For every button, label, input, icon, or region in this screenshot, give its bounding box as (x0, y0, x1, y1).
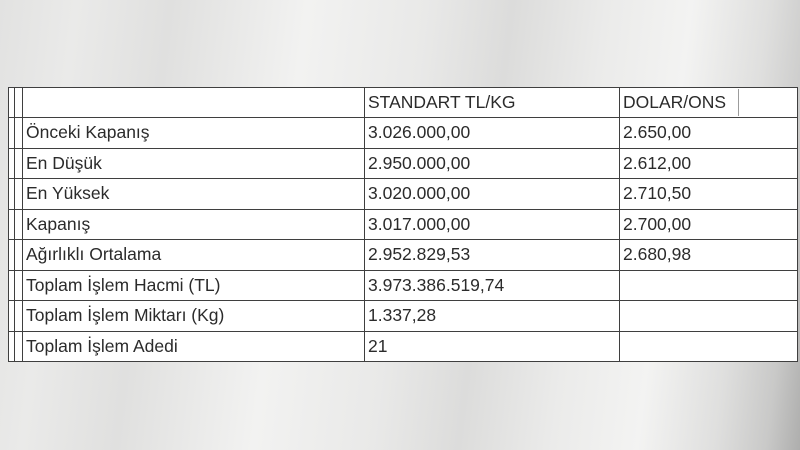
table-row (9, 209, 798, 240)
gold-market-data-grid (8, 87, 798, 362)
dolar-value: 2.680,98 (620, 240, 798, 271)
row-label-header (23, 88, 365, 118)
table-row (9, 331, 798, 362)
standart-value: 2.950.000,00 (365, 148, 620, 179)
standart-value: 3.026.000,00 (365, 118, 620, 149)
standart-value: 2.952.829,53 (365, 240, 620, 271)
gutter-cell-inner (15, 331, 23, 362)
gutter-cell-inner (15, 88, 23, 118)
dolar-value (620, 301, 798, 332)
row-label: Önceki Kapanış (23, 118, 365, 149)
gutter-cell-inner (15, 179, 23, 210)
table-row (9, 301, 798, 332)
dolar-value: 2.700,00 (620, 209, 798, 240)
dolar-value: 2.710,50 (620, 179, 798, 210)
row-label: En Düşük (23, 148, 365, 179)
column-header-dolar-ons: DOLAR/ONS (620, 88, 798, 118)
gutter-cell-inner (15, 148, 23, 179)
row-label: Toplam İşlem Hacmi (TL) (23, 270, 365, 301)
standart-value: 21 (365, 331, 620, 362)
table-row (9, 240, 798, 271)
dolar-value: 2.650,00 (620, 118, 798, 149)
standart-value: 3.020.000,00 (365, 179, 620, 210)
standart-value: 3.017.000,00 (365, 209, 620, 240)
standart-value: 1.337,28 (365, 301, 620, 332)
gutter-cell-inner (15, 240, 23, 271)
row-label: Toplam İşlem Miktarı (Kg) (23, 301, 365, 332)
table-body (9, 118, 798, 362)
table-row (9, 179, 798, 210)
table-row (9, 118, 798, 149)
table-row (9, 270, 798, 301)
header-remnant-line (738, 89, 739, 116)
precious-metals-table (8, 87, 797, 362)
gutter-cell-inner (15, 270, 23, 301)
row-label: En Yüksek (23, 179, 365, 210)
row-label: Ağırlıklı Ortalama (23, 240, 365, 271)
column-header-standart-tl-kg: STANDART TL/KG (365, 88, 620, 118)
table-header-row (9, 88, 798, 118)
gutter-cell-inner (15, 301, 23, 332)
dolar-value (620, 331, 798, 362)
table-row (9, 148, 798, 179)
gutter-cell-inner (15, 118, 23, 149)
dolar-value: 2.612,00 (620, 148, 798, 179)
standart-value: 3.973.386.519,74 (365, 270, 620, 301)
row-label: Kapanış (23, 209, 365, 240)
gutter-cell-inner (15, 209, 23, 240)
dolar-value (620, 270, 798, 301)
row-label: Toplam İşlem Adedi (23, 331, 365, 362)
